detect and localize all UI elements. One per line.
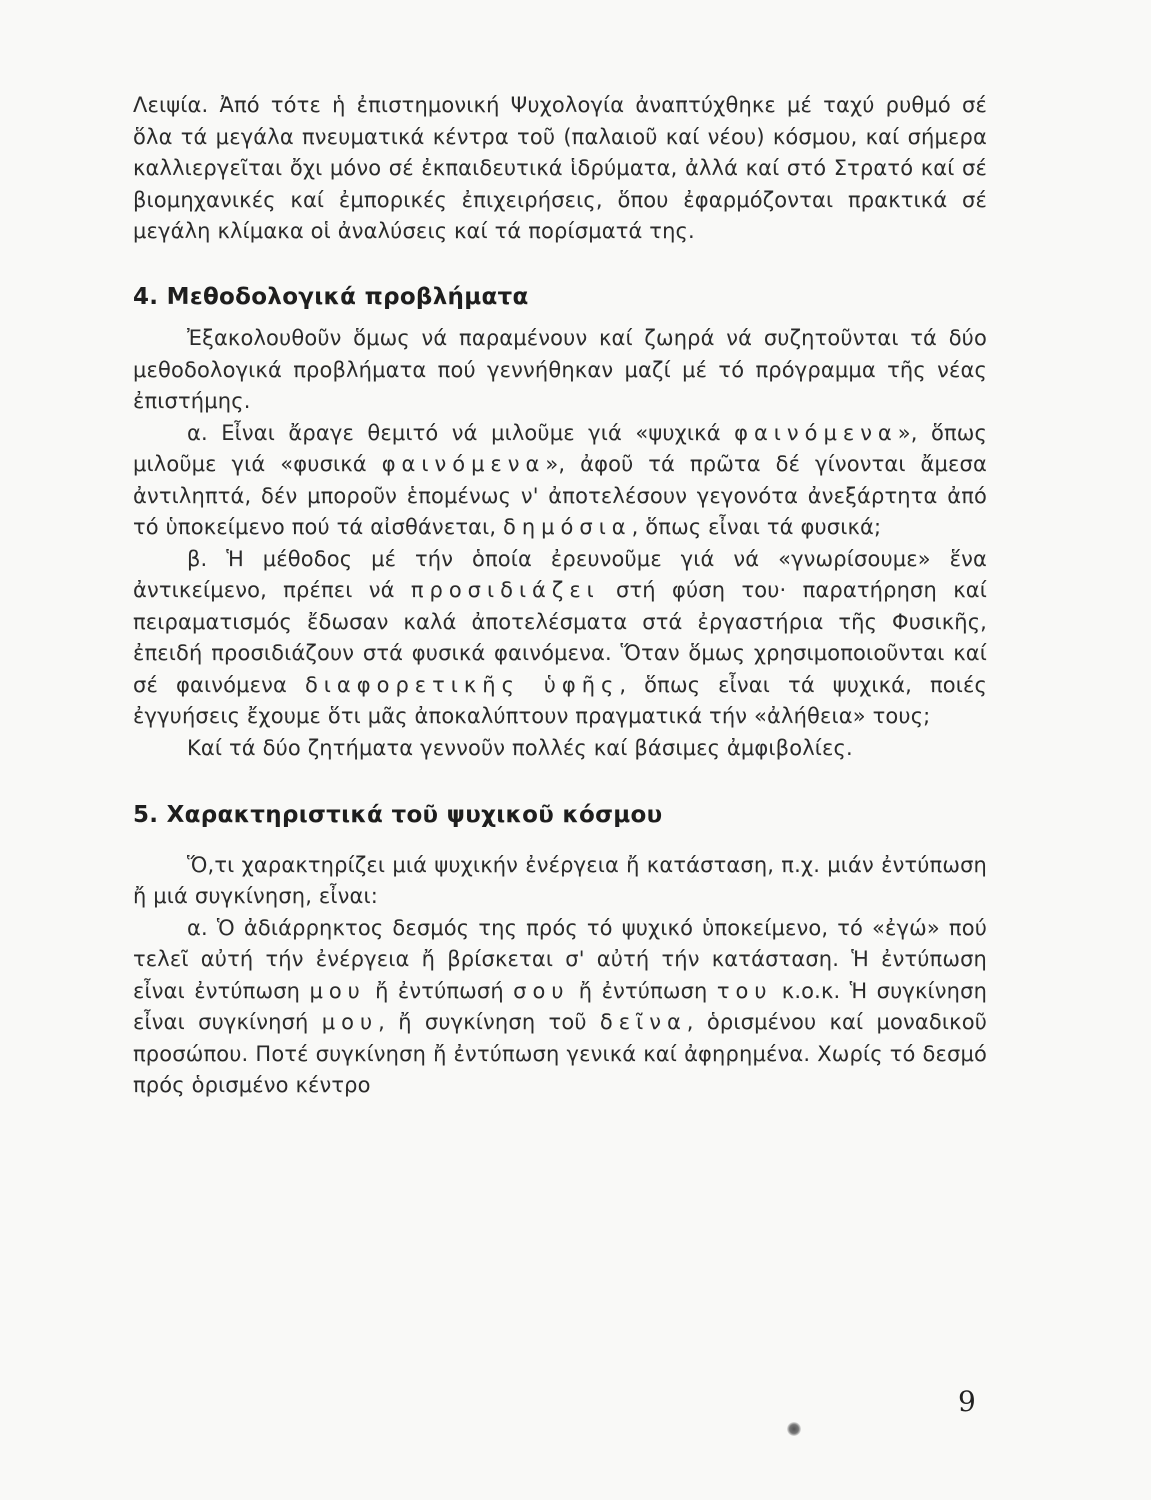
section-4-paragraph: Ἐξακολουθοῦν ὅμως νά παραμένουν καί ζωηρά νά συζητοῦνται τά δύο μεθοδολογικά προβλήματα πού γεννήθηκαν μαζί μέ τό πρόγραμμα τῆς νέας ἐπιστήμης.: [133, 326, 987, 413]
question-a-text-1: α. Εἶναι ἄραγε θεμιτό νά μιλοῦμε γιά «ψυχικά: [187, 420, 735, 445]
question-b-text-3: , ὅπως εἶναι τά ψυχικά, ποιές ἐγγυήσεις ἔχουμε ὅτι μᾶς ἀποκαλύπτουν πραγματικά τήν «ἀλήθεια» τους;: [133, 672, 987, 728]
emphasis-phainomena-physika: φαινόμενα: [381, 452, 546, 476]
question-b-text-1: β. Ἡ μέθοδος μέ τήν ὁποία ἐρευνοῦμε γιά νά «γνωρίσουμε» ἕνα ἀντικείμενο, πρέπει νά: [133, 546, 987, 602]
section-5-paragraph: Ὅ,τι χαρακτηρίζει μιά ψυχικήν ἐνέργεια ἤ κατάσταση, π.χ. μιάν ἐντύπωση ἤ μιά συγκίνηση, εἶναι:: [133, 852, 987, 908]
emphasis-mou: μου: [309, 978, 366, 1003]
emphasis-tou: του: [716, 978, 773, 1003]
section-4-heading: 4. Μεθοδολογικά προβλήματα: [133, 283, 529, 310]
section-5-heading: 5. Χαρακτηριστικά τοῦ ψυχικοῦ κόσμου: [133, 802, 663, 828]
print-speck: [787, 1422, 801, 1436]
emphasis-phainomena-psychika: φαινόμενα: [734, 420, 898, 445]
characteristic-a-text-3: ἤ ἐντύπωση: [569, 978, 717, 1003]
characteristic-a-paragraph: [133, 913, 987, 1102]
page-number: 9: [958, 1385, 976, 1418]
intro-paragraph: Λειψία. Ἀπό τότε ἡ ἐπιστημονική Ψυχολογία ἀναπτύχθηκε μέ ταχύ ρυθμό σέ ὅλα τά μεγάλα πνευματικά κέντρα τοῦ (παλαιοῦ καί νέου) κόσμου, καί σήμερα καλλιεργεῖται ὄχι μόνο σέ ἐκπαιδευτικά ἱδρύματα, ἀλλά καί στό Στρατό καί σέ βιομηχανικές καί ἐμπορικές ἐπιχειρήσεις, ὅπου ἐφαρμόζονται πρακτικά σέ μεγάλη κλίμακα οἱ ἀναλύσεις καί τά πορίσματά της.: [133, 93, 987, 243]
characteristic-a-text-4: κ.ο.κ. Ἡ συγκίνηση εἶναι συγκίνησή: [133, 978, 988, 1034]
question-b-paragraph: [133, 544, 987, 733]
question-a-text-4: , ὅπως εἶναι τά φυσικά;: [631, 515, 882, 539]
emphasis-dimosia: δημόσια: [503, 515, 632, 539]
emphasis-sou: σου: [513, 978, 570, 1003]
characteristic-a-text-5: , ἤ συγκίνηση τοῦ: [378, 1010, 600, 1034]
emphasis-mou-2: μου: [321, 1010, 379, 1034]
question-b-text-2: στή φύση του· παρατήρηση καί πειραματισμός ἔδωσαν καλά ἀποτελέσματα στά ἐργαστήρια τῆς Φυσικῆς, ἐπειδή προσιδιάζουν στά φυσικά φαινόμενα. Ὅταν ὅμως χρησιμοποιοῦνται καί σέ φαινόμενα: [133, 578, 987, 697]
characteristic-a-text-2: ἤ ἐντύπωσή: [365, 978, 514, 1003]
characteristic-a-text-6: , ὁρισμένου καί μοναδικοῦ προσώπου. Ποτέ συγκίνηση ἤ ἐντύπωση γενικά καί ἀφηρημένα. Χωρίς τό δεσμό πρός ὁρισμένο κέντρο: [133, 1010, 987, 1097]
emphasis-prosidiazei: προσιδιάζει: [410, 578, 600, 602]
emphasis-deina: δεῖνα: [599, 1010, 687, 1034]
emphasis-diaforetikis-yfis: διαφορετικῆς ὑφῆς: [304, 672, 620, 697]
question-a-text-3: », ἀφοῦ τά πρῶτα δέ γίνονται ἄμεσα ἀντιληπτά, δέν μποροῦν ἑπομένως ν' ἀποτελέσουν γεγονότα ἀνεξάρτητα ἀπό τό ὑποκείμενο πού τά αἰσθάνεται,: [133, 452, 987, 539]
question-a-paragraph: [133, 418, 987, 544]
section-4-closing: Καί τά δύο ζητήματα γεννοῦν πολλές καί βάσιμες ἀμφιβολίες.: [187, 735, 853, 760]
characteristic-a-text-1: α. Ὁ ἀδιάρρηκτος δεσμός της πρός τό ψυχικό ὑποκείμενο, τό «ἐγώ» πού τελεῖ αὐτή τήν ἐνέργεια ἤ βρίσκεται σ' αὐτή τήν κατάσταση. Ἡ ἐντύπωση εἶναι ἐντύπωση: [133, 915, 987, 1003]
question-a-text-2: », ὅπως μιλοῦμε γιά «φυσικά: [133, 420, 988, 476]
page-body: [133, 90, 987, 1102]
